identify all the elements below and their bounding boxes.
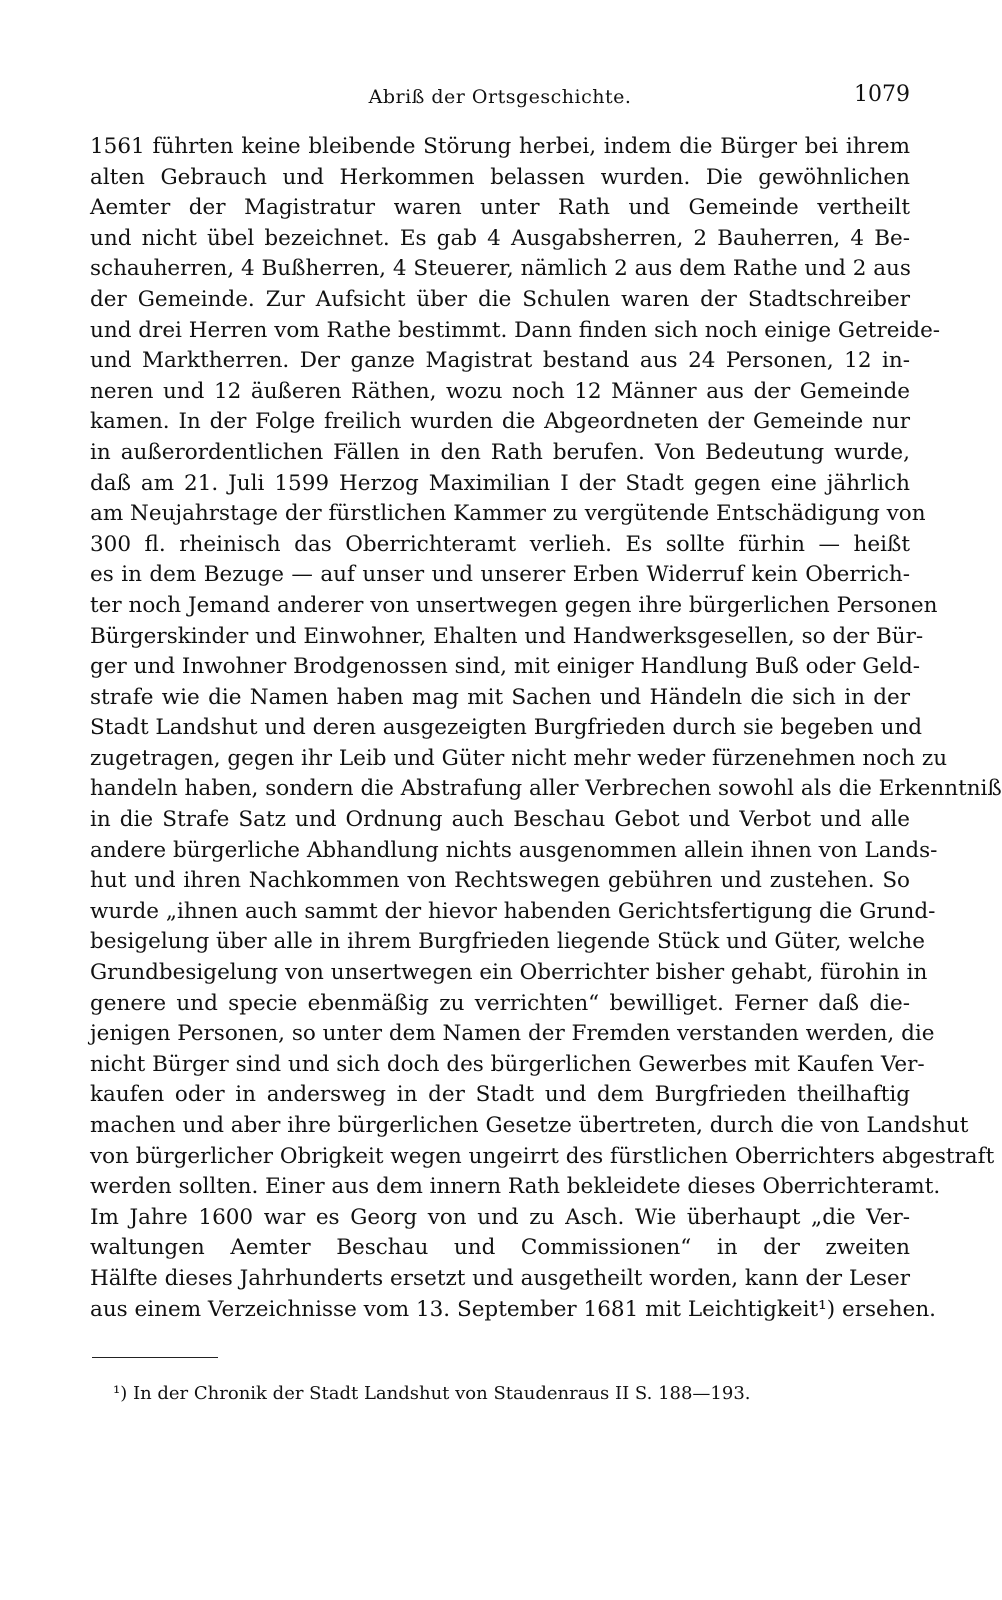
text-line: neren und 12 äußeren Räthen, wozu noch 12 Männer aus der Gemeinde (90, 378, 910, 404)
text-line: es in dem Bezuge — auf unser und unserer Erben Widerruf kein Oberrich- (90, 562, 910, 588)
text-line: und drei Herren vom Rathe bestimmt. Dann finden sich noch einige Getreide- (90, 317, 941, 343)
text-line: 1561 führten keine bleibende Störung herbei, indem die Bürger bei ihrem (90, 134, 910, 159)
text-line: Hälfte dieses Jahrhunderts ersetzt und ausgetheilt worden, kann der Leser (90, 1265, 910, 1291)
text-line: hut und ihren Nachkommen von Rechtswegen gebühren und zustehen. So (90, 868, 910, 894)
text-line: nicht Bürger sind und sich doch des bürgerlichen Gewerbes mit Kaufen Ver- (90, 1051, 925, 1077)
text-line: ger und Inwohner Brodgenossen sind, mit einiger Handlung Buß oder Geld- (90, 654, 921, 680)
footnote-separator (92, 1357, 218, 1358)
footnote: ¹) In der Chronik der Stadt Landshut von Staudenraus II S. 188—193. (113, 1383, 751, 1404)
text-line: Grundbesigelung von unsertwegen ein Oberrichter bisher gehabt, fürohin in (90, 960, 928, 986)
text-line: in die Strafe Satz und Ordnung auch Beschau Gebot und Verbot und alle (90, 807, 910, 833)
text-line: schauherren, 4 Bußherren, 4 Steuerer, nämlich 2 aus dem Rathe und 2 aus (90, 256, 911, 282)
page-number: 1079 (854, 82, 910, 107)
text-line: am Neujahrstage der fürstlichen Kammer zu vergütende Entschädigung von (90, 501, 926, 527)
text-line: von bürgerlicher Obrigkeit wegen ungeirrt des fürstlichen Oberrichters abgestraft (90, 1143, 995, 1169)
text-line: machen und aber ihre bürgerlichen Gesetze übertreten, durch die von Landshut (90, 1113, 969, 1138)
text-line: in außerordentlichen Fällen in den Rath berufen. Von Bedeutung wurde, (90, 439, 910, 465)
text-line: kamen. In der Folge freilich wurden die Abgeordneten der Gemeinde nur (90, 409, 910, 435)
text-line: Aemter der Magistratur waren unter Rath und Gemeinde vertheilt (90, 195, 910, 221)
text-line: alten Gebrauch und Herkommen belassen wurden. Die gewöhnlichen (90, 164, 910, 190)
body-text (90, 132, 1002, 1325)
text-line: jenigen Personen, so unter dem Namen der Fremden verstanden werden, die (90, 1021, 935, 1047)
text-line: aus einem Verzeichnisse vom 13. September 1681 mit Leichtigkeit¹) ersehen. (90, 1296, 936, 1322)
text-line: Stadt Landshut und deren ausgezeigten Burgfrieden durch sie begeben und (90, 715, 923, 741)
text-line: handeln haben, sondern die Abstrafung aller Verbrechen sowohl als die Erkenntniß (90, 776, 1002, 802)
text-line: daß am 21. Juli 1599 Herzog Maximilian I der Stadt gegen eine jährlich (90, 470, 910, 496)
text-line: genere und specie ebenmäßig zu verrichten“ bewilliget. Ferner daß die- (90, 990, 910, 1016)
text-line: werden sollten. Einer aus dem innern Rath bekleidete dieses Oberrichteramt. (90, 1174, 941, 1200)
text-line: kaufen oder in andersweg in der Stadt und dem Burgfrieden theilhaftig (90, 1082, 910, 1108)
text-line: wurde „ihnen auch sammt der hievor habenden Gerichtsfertigung die Grund- (90, 898, 936, 924)
text-line: Im Jahre 1600 war es Georg von und zu Asch. Wie überhaupt „die Ver- (90, 1204, 910, 1230)
text-line: waltungen Aemter Beschau und Commissionen“ in der zweiten (90, 1235, 910, 1261)
text-line: strafe wie die Namen haben mag mit Sachen und Händeln die sich in der (90, 684, 910, 710)
text-line: Bürgerskinder und Einwohner, Ehalten und Handwerksgesellen, so der Bür- (90, 623, 924, 649)
running-title: Abriß der Ortsgeschichte. (368, 86, 632, 108)
text-line: der Gemeinde. Zur Aufsicht über die Schulen waren der Stadtschreiber (90, 286, 910, 312)
text-line: besigelung über alle in ihrem Burgfrieden liegende Stück und Güter, welche (90, 929, 925, 955)
text-line: und Marktherren. Der ganze Magistrat bestand aus 24 Personen, 12 in- (90, 348, 910, 374)
text-line: 300 fl. rheinisch das Oberrichteramt verlieh. Es sollte fürhin — heißt (90, 531, 910, 557)
text-line: andere bürgerliche Abhandlung nichts ausgenommen allein ihnen von Lands- (90, 837, 938, 863)
page-header (90, 82, 910, 112)
text-line: zugetragen, gegen ihr Leib und Güter nicht mehr weder fürzenehmen noch zu (90, 745, 948, 771)
text-line: ter noch Jemand anderer von unsertwegen gegen ihre bürgerlichen Personen (90, 592, 938, 618)
text-line: und nicht übel bezeichnet. Es gab 4 Ausgabsherren, 2 Bauherren, 4 Be- (90, 225, 910, 251)
